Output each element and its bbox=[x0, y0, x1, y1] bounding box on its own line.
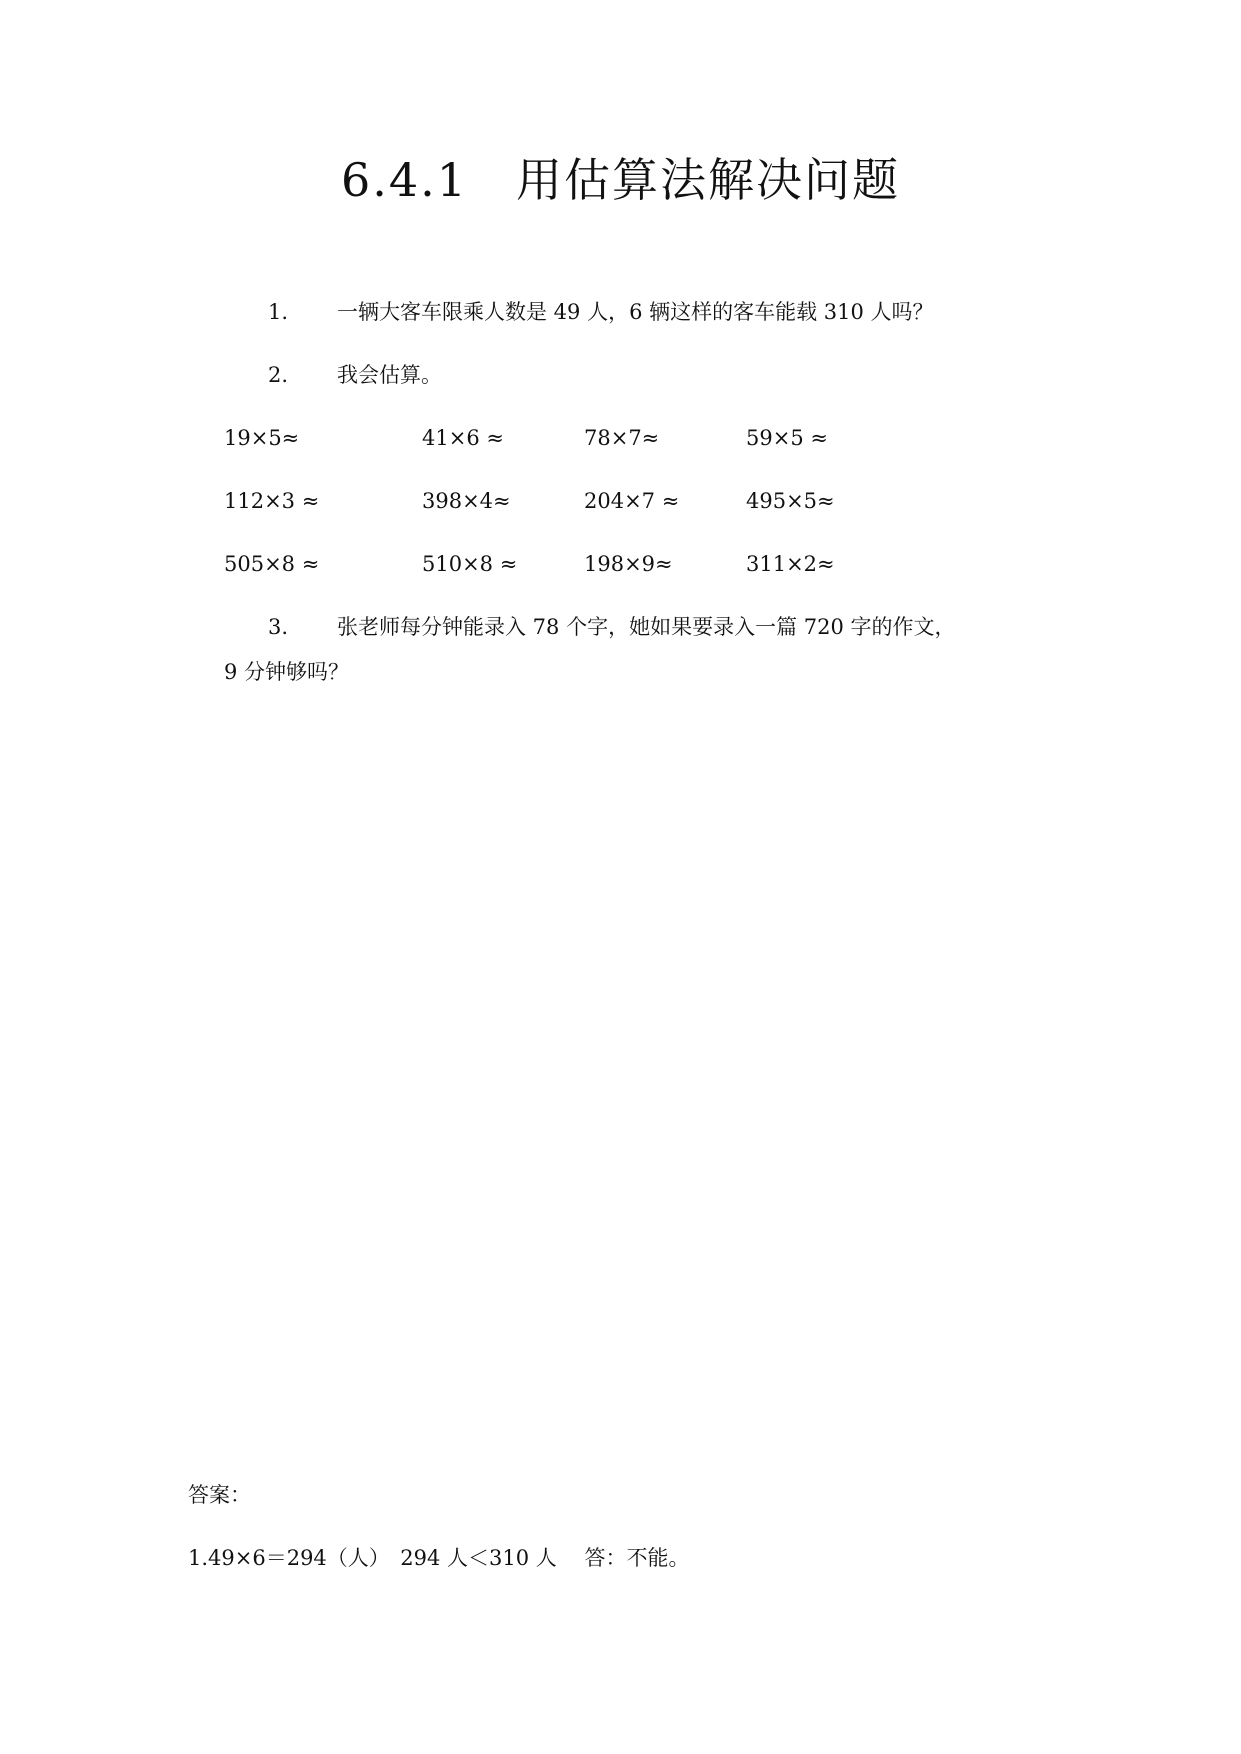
estimation-item: 505×8 ≈ bbox=[224, 552, 320, 576]
estimation-item: 59×5 ≈ bbox=[746, 426, 828, 450]
estimation-item: 198×9≈ bbox=[584, 552, 673, 576]
estimation-item: 398×4≈ bbox=[422, 489, 511, 513]
estimation-item: 112×3 ≈ bbox=[224, 489, 320, 513]
question-text-continued: 9 分钟够吗？ bbox=[224, 660, 350, 684]
question-text: 张老师每分钟能录入 78 个字，她如果要录入一篇 720 字的作文， bbox=[337, 615, 956, 639]
question-number: 3. bbox=[268, 615, 289, 639]
estimation-item: 495×5≈ bbox=[746, 489, 835, 513]
estimation-item: 311×2≈ bbox=[746, 552, 835, 576]
answers-heading: 答案： bbox=[188, 1483, 251, 1507]
estimation-item: 204×7 ≈ bbox=[584, 489, 680, 513]
page-title: 6.4.1 用估算法解决问题 bbox=[340, 153, 901, 207]
estimation-item: 19×5≈ bbox=[224, 426, 300, 450]
question-text: 我会估算。 bbox=[337, 363, 442, 387]
estimation-item: 41×6 ≈ bbox=[422, 426, 504, 450]
estimation-item: 510×8 ≈ bbox=[422, 552, 518, 576]
question-number: 1. bbox=[268, 300, 289, 324]
estimation-item: 78×7≈ bbox=[584, 426, 660, 450]
question-text: 一辆大客车限乘人数是 49 人，6 辆这样的客车能载 310 人吗？ bbox=[337, 300, 934, 324]
question-number: 2. bbox=[268, 363, 289, 387]
answer-line-1: 1.49×6＝294（人） 294 人＜310 人 答：不能。 bbox=[188, 1546, 690, 1570]
